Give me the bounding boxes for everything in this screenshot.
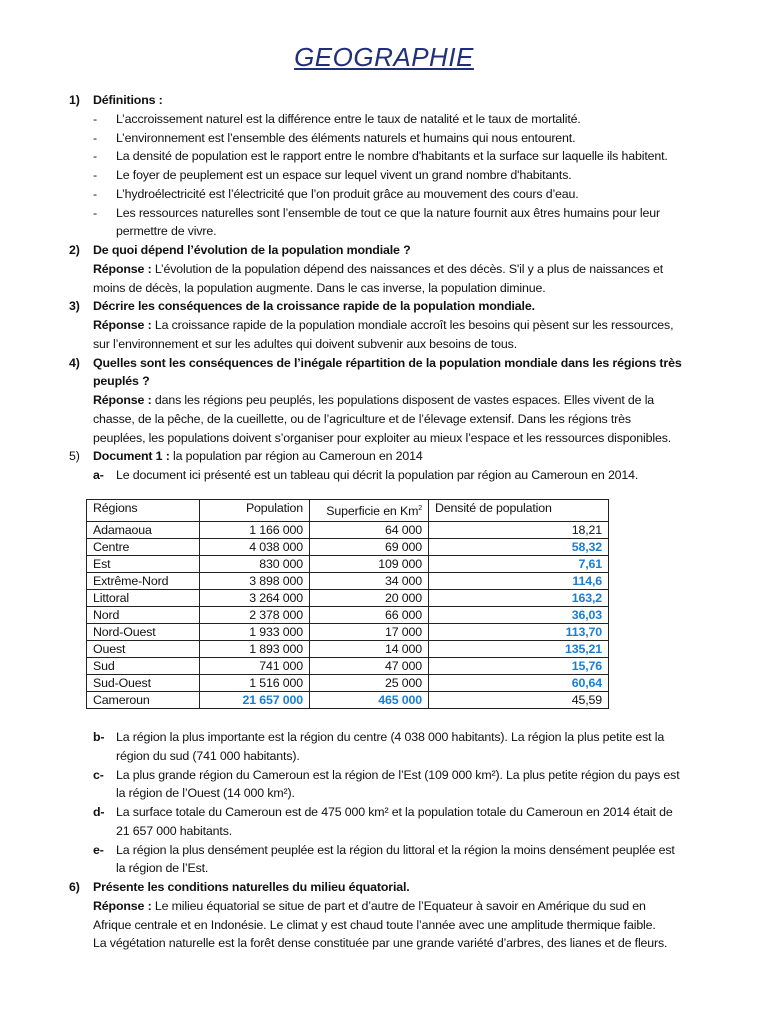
definition-text: La densité de population est le rapport entre le nombre d'habitants et la surface sur laquelle ils habitent. [116, 149, 668, 164]
definitions-list [0, 110, 768, 241]
q6-number: 6) [69, 880, 80, 894]
cell-population: 1 893 000 [200, 641, 310, 658]
table-row [87, 692, 609, 709]
header-superficie: Superficie en Km$^2$ [310, 500, 429, 522]
answers-section [0, 728, 768, 953]
answer-text: la région de l’Est. [116, 861, 209, 876]
cell-densite: 135,21 [429, 641, 609, 658]
a-text: Le document ici présenté est un tableau qui décrit la population par région au Cameroun en 2014. [116, 468, 639, 482]
answer-text: 21 657 000 habitants. [116, 823, 233, 838]
table-row [87, 590, 609, 607]
cell-region: Est [87, 556, 200, 573]
cell-region: Sud-Ouest [87, 675, 200, 692]
doc-text: la population par région au Cameroun en 2014 [169, 449, 423, 464]
q3-number: 3) [69, 299, 80, 314]
table-row [87, 573, 609, 590]
q4-question: peuplés ? [93, 374, 150, 389]
cell-densite: 18,21 [429, 522, 609, 539]
answer-label: b- [93, 730, 105, 744]
question-4 [0, 354, 768, 448]
cell-superficie: 66 000 [310, 607, 429, 624]
cell-superficie: 64 000 [310, 522, 429, 539]
response-text: dans les régions peu peuplés, les populations disposent de vastes espaces. Elles vivent de la [151, 393, 655, 407]
response-text: La croissance rapide de la population mondiale accroît les besoins qui pèsent sur les ressources, [151, 318, 674, 332]
cell-superficie: 69 000 [310, 539, 429, 556]
cell-region: Littoral [87, 590, 200, 607]
cell-densite: 7,61 [429, 556, 609, 573]
cell-densite: 113,70 [429, 624, 609, 641]
table-row [87, 658, 609, 675]
response-text: L’évolution de la population dépend des naissances et des décès. S'il y a plus de naissances et [151, 261, 664, 276]
cell-superficie: 14 000 [310, 641, 429, 658]
bullet-dash: - [93, 186, 97, 201]
cell-superficie: 20 000 [310, 590, 429, 607]
table-row [87, 556, 609, 573]
response-label: Réponse : [93, 898, 152, 913]
answer-text: la région de l’Ouest (14 000 km²). [116, 786, 295, 801]
cell-population: 830 000 [200, 556, 310, 573]
answer-label: c- [93, 767, 104, 782]
cell-superficie: 25 000 [310, 675, 429, 692]
definition-text: Le foyer de peuplement est un espace sur lequel vivent un grand nombre d'habitants. [116, 168, 572, 182]
table-header [87, 500, 609, 522]
table-row [87, 624, 609, 641]
answer-text: La région la plus densément peuplée est la région du littoral et la région la moins densément peuplée est [116, 842, 675, 857]
response-text: peuplées, les populations doivent s’organiser pour exploiter au mieux l’espace et les ressources disponibles. [93, 430, 672, 445]
q1-label: Définitions : [93, 93, 163, 107]
q1-number: 1) [69, 93, 80, 107]
table-row [87, 641, 609, 658]
question-2 [0, 241, 768, 297]
cell-densite: 60,64 [429, 675, 609, 692]
definition-text: L’environnement est l’ensemble des éléments naturels et humains qui nous entourent. [116, 130, 576, 145]
question-6 [0, 878, 768, 953]
question-3 [0, 297, 768, 353]
answer-label: d- [93, 805, 105, 819]
answer-text: La région la plus importante est la région du centre (4 038 000 habitants). La région la plus petite est la [116, 730, 665, 744]
answer-label: e- [93, 842, 104, 857]
cell-region: Ouest [87, 641, 200, 658]
answer-text: La surface totale du Cameroun est de 475 000 km² et la population totale du Cameroun en 2014 était de [116, 805, 673, 819]
cell-superficie: 47 000 [310, 658, 429, 675]
cell-densite: 36,03 [429, 607, 609, 624]
cell-region: Adamaoua [87, 522, 200, 539]
header-densite: Densité de population [429, 500, 609, 522]
response-text: Afrique centrale et en Indonésie. Le climat y est chaud toute l’année avec une amplitude thermique faible. [93, 917, 656, 932]
cell-superficie: 34 000 [310, 573, 429, 590]
bullet-dash: - [93, 168, 97, 182]
bullet-dash: - [93, 130, 97, 145]
response-text: sur l’environnement et sur les adultes qui doivent subvenir aux besoins de tous. [93, 336, 517, 351]
cell-region: Cameroun [87, 692, 200, 709]
q3-question: Décrire les conséquences de la croissance rapide de la population mondiale. [93, 299, 535, 314]
cell-population: 21 657 000 [200, 692, 310, 709]
table-row [87, 675, 609, 692]
q5-number: 5) [69, 449, 80, 464]
response-text: La végétation naturelle est la forêt dense constituée par une grande variété d’arbres, des lianes et de fleurs. [93, 936, 668, 951]
q4-question: Quelles sont les conséquences de l’inégale répartition de la population mondiale dans les régions très [93, 355, 682, 370]
cell-densite: 163,2 [429, 590, 609, 607]
cell-population: 2 378 000 [200, 607, 310, 624]
bullet-dash: - [93, 149, 97, 164]
cell-superficie: 17 000 [310, 624, 429, 641]
q4-number: 4) [69, 355, 80, 370]
cell-population: 1 933 000 [200, 624, 310, 641]
cell-region: Centre [87, 539, 200, 556]
cell-region: Nord-Ouest [87, 624, 200, 641]
definition-text: L’hydroélectricité est l’électricité que l’on produit grâce au mouvement des cours d’eau. [116, 186, 579, 201]
response-label: Réponse : [93, 393, 152, 407]
page-title: GEOGRAPHIE [294, 42, 474, 72]
cell-superficie: 109 000 [310, 556, 429, 573]
cell-superficie: 465 000 [310, 692, 429, 709]
response-label: Réponse : [93, 261, 152, 276]
answer-text: région du sud (741 000 habitants). [116, 748, 300, 763]
a-label: a- [93, 468, 104, 482]
bullet-dash: - [93, 111, 97, 126]
cell-densite: 58,32 [429, 539, 609, 556]
content [0, 91, 768, 485]
definition-text: permettre de vivre. [116, 224, 217, 239]
cell-population: 1 166 000 [200, 522, 310, 539]
response-text: moins de décès, la population augmente. Dans le cas inverse, la population diminue. [93, 280, 546, 295]
response-text: chasse, de la pêche, de la cueillette, ou de l’agriculture et de l’élevage extensif. Dans les régions très [93, 411, 631, 426]
cell-region: Nord [87, 607, 200, 624]
response-text: Le milieu équatorial se situe de part et d’autre de l’Equateur à savoir en Amérique du sud en [151, 898, 646, 913]
cell-densite: 114,6 [429, 573, 609, 590]
cell-densite: 45,59 [429, 692, 609, 709]
cell-population: 4 038 000 [200, 539, 310, 556]
cell-densite: 15,76 [429, 658, 609, 675]
cell-region: Sud [87, 658, 200, 675]
cell-region: Extrême-Nord [87, 573, 200, 590]
cell-population: 3 898 000 [200, 573, 310, 590]
cell-population: 1 516 000 [200, 675, 310, 692]
table-row [87, 607, 609, 624]
header-population: Population [200, 500, 310, 522]
answer-text: La plus grande région du Cameroun est la région de l’Est (109 000 km²). La plus petite région du pays est [116, 767, 680, 782]
population-table [86, 499, 609, 709]
q2-question: De quoi dépend l’évolution de la population mondiale ? [93, 243, 411, 257]
q2-number: 2) [69, 243, 80, 257]
cell-population: 741 000 [200, 658, 310, 675]
table-row [87, 539, 609, 556]
doc-label: Document 1 : [93, 449, 170, 464]
header-regions: Régions [87, 500, 200, 522]
table-row [87, 522, 609, 539]
bullet-dash: - [93, 205, 97, 220]
q6-question: Présente les conditions naturelles du milieu équatorial. [93, 880, 410, 894]
definition-text: Les ressources naturelles sont l’ensemble de tout ce que la nature fournit aux êtres humains pour leur [116, 205, 660, 220]
definition-text: L’accroissement naturel est la différence entre le taux de natalité et le taux de mortalité. [116, 111, 581, 126]
cell-population: 3 264 000 [200, 590, 310, 607]
response-label: Réponse : [93, 318, 152, 332]
